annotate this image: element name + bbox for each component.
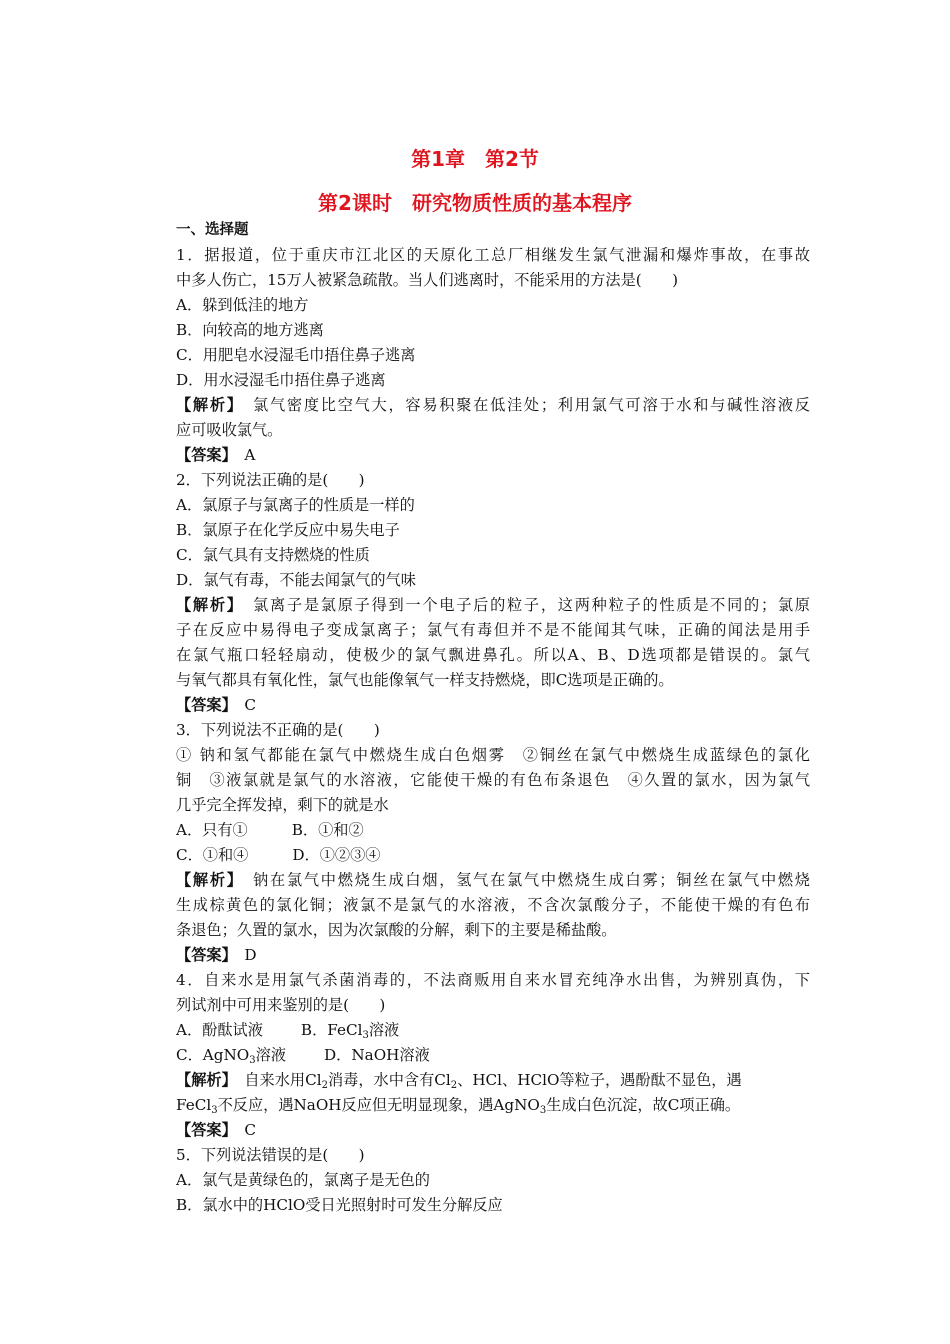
question-3-statements: ① 钠和氢气都能在氯气中燃烧生成白色烟雾 ②铜丝在氯气中燃烧生成蓝绿色的氯化 xyxy=(176,746,810,764)
question-3-option-b: B．①和② xyxy=(291,821,364,839)
question-3-options-ab xyxy=(176,818,810,843)
question-4-options-cd xyxy=(176,1043,810,1068)
question-2-analysis-cont: 与氧气都具有氧化性，氯气也能像氧气一样支持燃烧，即C选项是正确的。 xyxy=(176,671,674,689)
question-3-analysis-cont: 生成棕黄色的氯化铜；液氯不是氯气的水溶液，不含次氯酸分子，不能使干燥的有色布 xyxy=(176,896,810,914)
question-4-option-b: B．FeCl$_3$溶液 xyxy=(300,1021,400,1041)
question-2-analysis: 【解析】 氯离子是氯原子得到一个电子后的粒子，这两种粒子的性质是不同的；氯原 xyxy=(176,596,810,614)
answer-label: 【答案】 xyxy=(176,696,230,714)
question-2-answer: 【答案】 C xyxy=(176,696,256,714)
question-4-option-a: A．酚酞试液 xyxy=(176,1021,263,1039)
question-2-analysis-cont: 子在反应中易得电子变成氯离子；氯气有毒但并不是不能闻其气味，正确的闻法是用手 xyxy=(176,621,810,639)
question-4-options-ab xyxy=(176,1018,810,1043)
question-2-option-c: C．氯气具有支持燃烧的性质 xyxy=(176,546,370,564)
question-1-option-c: C．用肥皂水浸湿毛巾捂住鼻子逃离 xyxy=(176,346,416,364)
question-3-answer: 【答案】 D xyxy=(176,946,257,964)
analysis-label: 【解析】 xyxy=(176,871,237,889)
question-4-text: 4．自来水是用氯气杀菌消毒的，不法商贩用自来水冒充纯净水出售，为辨别真伪，下 xyxy=(176,971,810,989)
question-2-option-d: D．氯气有毒，不能去闻氯气的气味 xyxy=(176,571,416,589)
question-5-text: 5．下列说法错误的是( ) xyxy=(176,1146,365,1164)
question-1-option-b: B．向较高的地方逃离 xyxy=(176,321,324,339)
question-1-text: 1．据报道，位于重庆市江北区的天原化工总厂相继发生氯气泄漏和爆炸事故，在事故 xyxy=(176,246,810,264)
document-body xyxy=(176,218,810,1218)
question-3-analysis-cont: 条退色；久置的氯水，因为次氯酸的分解，剩下的主要是稀盐酸。 xyxy=(176,921,617,939)
question-4-analysis-cont: FeCl$_3$不反应，遇NaOH反应但无明显现象，遇AgNO$_3$生成白色沉淀，故C项正确。 xyxy=(176,1096,741,1116)
question-1-text-cont: 中多人伤亡，15万人被紧急疏散。当人们逃离时，不能采用的方法是( ) xyxy=(176,271,678,289)
analysis-label: 【解析】 xyxy=(176,596,237,614)
question-1-answer: 【答案】 A xyxy=(176,446,256,464)
question-1-option-a: A．躲到低洼的地方 xyxy=(176,296,309,314)
question-3-option-c: C．①和④ xyxy=(176,846,249,864)
question-2-option-b: B．氯原子在化学反应中易失电子 xyxy=(176,521,400,539)
question-5-option-b: B．氯水中的HClO受日光照射时可发生分解反应 xyxy=(176,1196,503,1214)
section-heading: 一、选择题 xyxy=(176,222,249,238)
answer-label: 【答案】 xyxy=(176,1121,230,1139)
question-5-option-a: A．氯气是黄绿色的，氯离子是无色的 xyxy=(176,1171,430,1189)
answer-label: 【答案】 xyxy=(176,946,230,964)
question-2-option-a: A．氯原子与氯离子的性质是一样的 xyxy=(176,496,415,514)
question-3-option-d: D．①②③④ xyxy=(292,846,381,864)
question-3-option-a: A．只有① xyxy=(176,821,248,839)
question-4-analysis: 【解析】 自来水用$Cl_2$消毒，水中含有$Cl_2$、HCl、HClO等粒子，遇酚酞不显色，遇 xyxy=(176,1071,742,1091)
question-2-analysis-cont: 在氯气瓶口轻轻扇动，使极少的氯气飘进鼻孔。所以A、B、D选项都是错误的。氯气 xyxy=(176,646,810,664)
analysis-label: 【解析】 xyxy=(176,396,237,414)
lesson-title: 第2课时 研究物质性质的基本程序 xyxy=(318,191,632,215)
question-3-analysis: 【解析】 钠在氯气中燃烧生成白烟，氢气在氯气中燃烧生成白雾；铜丝在氯气中燃烧 xyxy=(176,871,810,889)
question-3-text: 3．下列说法不正确的是( ) xyxy=(176,721,380,739)
question-3-statements-cont: 铜 ③液氯就是氯气的水溶液，它能使干燥的有色布条退色 ④久置的氯水，因为氯气 xyxy=(176,771,810,789)
question-3-statements-cont: 几乎完全挥发掉，剩下的就是水 xyxy=(176,796,389,814)
question-4-text-cont: 列试剂中可用来鉴别的是( ) xyxy=(176,996,386,1014)
answer-label: 【答案】 xyxy=(176,446,230,464)
question-1-analysis-cont: 应可吸收氯气。 xyxy=(176,421,283,439)
analysis-label: 【解析】 xyxy=(176,1071,230,1089)
question-4-option-d: D．NaOH溶液 xyxy=(324,1046,430,1064)
question-1-analysis: 【解析】 氯气密度比空气大，容易积聚在低洼处；利用氯气可溶于水和与碱性溶液反 xyxy=(176,396,810,414)
question-4-option-c: C．AgNO$_3$溶液 xyxy=(176,1046,286,1066)
question-4-answer: 【答案】 C xyxy=(176,1121,256,1139)
question-2-text: 2．下列说法正确的是( ) xyxy=(176,471,365,489)
question-3-options-cd xyxy=(176,843,810,868)
question-1-option-d: D．用水浸湿毛巾捂住鼻子逃离 xyxy=(176,371,386,389)
chapter-title: 第1章 第2节 xyxy=(411,147,539,171)
